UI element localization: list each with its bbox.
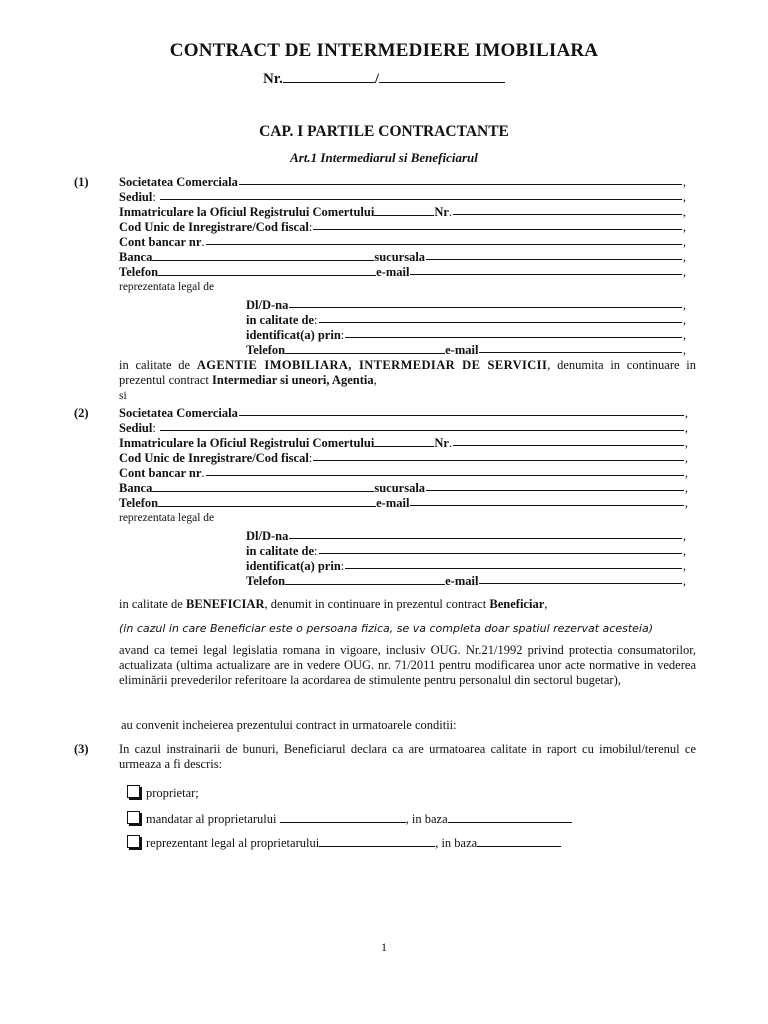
party2-societate-row: Societatea Comerciala , bbox=[119, 406, 688, 420]
agreement-statement: au convenit incheierea prezentului contract in urmatoarele conditii: bbox=[121, 718, 457, 732]
label: Cod Unic de Inregistrare/Cod fiscal bbox=[119, 451, 309, 465]
email-field bbox=[410, 274, 681, 275]
checkbox-mandatar[interactable] bbox=[127, 811, 140, 824]
dl-field bbox=[289, 538, 682, 539]
reprezentant-in-baza-field bbox=[477, 846, 561, 847]
party1-cui-row: Cod Unic de Inregistrare/Cod fiscal : , bbox=[119, 220, 686, 234]
label: Banca bbox=[119, 250, 153, 264]
party1-sediul-row: Sediul : , bbox=[119, 190, 686, 204]
party1-dl-row: Dl/D-na , bbox=[246, 298, 686, 312]
role-bold: Intermediar si uneori, Agentia bbox=[212, 373, 374, 388]
checkbox-proprietar[interactable] bbox=[127, 785, 140, 798]
label: in calitate de bbox=[246, 313, 315, 327]
label: Cont bancar nr bbox=[119, 466, 202, 480]
option-label: proprietar; bbox=[146, 786, 199, 800]
option-label: reprezentant legal al proprietarului bbox=[146, 836, 320, 850]
chapter-heading: CAP. I PARTILE CONTRACTANTE bbox=[259, 123, 509, 140]
party2-telefon-row: Telefon e-mail , bbox=[119, 496, 688, 510]
option-reprezentant bbox=[127, 835, 561, 851]
conjunction-si: si bbox=[119, 390, 127, 402]
dl-field bbox=[289, 307, 682, 308]
role-bold: Beneficiar bbox=[489, 597, 545, 611]
in-baza-label: , in baza bbox=[405, 812, 448, 826]
clause3-text: In cazul instrainarii de bunuri, Beneficiarul declara ca are urmatoarea calitate in raport cu imobilul/terenul ce urmeaza a fi descris: bbox=[119, 742, 696, 772]
sediul-field bbox=[160, 430, 684, 431]
societate-field bbox=[239, 415, 684, 416]
party1-societate-row: Societatea Comerciala , bbox=[119, 175, 686, 189]
option-proprietar bbox=[127, 785, 199, 801]
party2-sediul-row: Sediul : , bbox=[119, 421, 688, 435]
mandatar-field bbox=[280, 822, 406, 823]
label: in calitate de bbox=[246, 544, 315, 558]
contract-number bbox=[0, 71, 768, 88]
label: Nr bbox=[434, 205, 449, 219]
checkbox-reprezentant[interactable] bbox=[127, 835, 140, 848]
societate-field bbox=[239, 184, 682, 185]
nr-field bbox=[453, 445, 684, 446]
reprezentant-field bbox=[319, 846, 435, 847]
party2-number: (2) bbox=[74, 406, 89, 420]
party2-reprezentata: reprezentata legal de bbox=[119, 512, 215, 524]
number-separator: / bbox=[374, 71, 380, 87]
role-text: , denumit in continuare in prezentul contract bbox=[264, 597, 487, 611]
party2-inmatriculare-row: Inmatriculare la Oficiul Registrului Comertului Nr . , bbox=[119, 436, 688, 450]
label: Societatea Comerciala bbox=[119, 175, 238, 189]
party2-note: (in cazul in care Beneficiar este o persoana fizica, se va completa doar spatiul rezervat acesteia) bbox=[119, 622, 654, 635]
label: Telefon bbox=[119, 265, 159, 279]
role-end: , bbox=[544, 597, 548, 611]
party1-representative-block bbox=[246, 298, 686, 358]
inmatriculare-field bbox=[374, 446, 434, 447]
cui-field bbox=[313, 229, 682, 230]
party1-banca-row: Banca sucursala , bbox=[119, 250, 686, 264]
party1-calitate-row: in calitate de : , bbox=[246, 313, 686, 327]
label: identificat(a) prin bbox=[246, 559, 341, 573]
label: Inmatriculare la Oficiul Registrului Comertului bbox=[119, 205, 375, 219]
clause3-number: (3) bbox=[74, 742, 89, 756]
mandatar-in-baza-field bbox=[448, 822, 572, 823]
label: e-mail bbox=[445, 574, 479, 588]
party2-calitate-row: in calitate de : , bbox=[246, 544, 686, 558]
party1-identificat-row: identificat(a) prin : , bbox=[246, 328, 686, 342]
label: Nr bbox=[434, 436, 449, 450]
banca-field bbox=[152, 491, 374, 492]
date-field bbox=[379, 82, 505, 83]
cont-field bbox=[206, 475, 684, 476]
sucursala-field bbox=[426, 490, 684, 491]
party2-cont-row: Cont bancar nr . , bbox=[119, 466, 688, 480]
label: Cod Unic de Inregistrare/Cod fiscal bbox=[119, 220, 309, 234]
option-label: mandatar al proprietarului bbox=[146, 812, 277, 826]
rep-telefon-field bbox=[285, 353, 445, 354]
label: Inmatriculare la Oficiul Registrului Comertului bbox=[119, 436, 375, 450]
party2-dl-row: Dl/D-na , bbox=[246, 529, 686, 543]
calitate-field bbox=[319, 322, 682, 323]
calitate-field bbox=[319, 553, 682, 554]
inmatriculare-field bbox=[374, 215, 434, 216]
party2-identificat-row: identificat(a) prin : , bbox=[246, 559, 686, 573]
party2-rep-telefon-row: Telefon e-mail , bbox=[246, 574, 686, 588]
label: Dl/D-na bbox=[246, 529, 289, 543]
label: e-mail bbox=[445, 343, 479, 357]
identificat-field bbox=[345, 337, 682, 338]
label: sucursala bbox=[374, 481, 426, 495]
number-label: Nr. bbox=[262, 71, 283, 87]
sediul-field bbox=[160, 199, 682, 200]
document-title: CONTRACT DE INTERMEDIERE IMOBILIARA bbox=[169, 40, 599, 61]
rep-email-field bbox=[479, 583, 681, 584]
article-heading: Art.1 Intermediarul si Beneficiarul bbox=[290, 150, 478, 165]
sucursala-field bbox=[426, 259, 682, 260]
party2-company-block bbox=[119, 406, 688, 526]
role-text: , denumita in continuare in prezentul contract bbox=[119, 358, 697, 388]
label: Banca bbox=[119, 481, 153, 495]
banca-field bbox=[152, 260, 374, 261]
party2-cui-row: Cod Unic de Inregistrare/Cod fiscal : , bbox=[119, 451, 688, 465]
email-field bbox=[410, 505, 683, 506]
label: identificat(a) prin bbox=[246, 328, 341, 342]
option-mandatar bbox=[127, 811, 572, 827]
party2-role bbox=[119, 597, 696, 612]
party2-representative-block bbox=[246, 529, 686, 589]
identificat-field bbox=[345, 568, 682, 569]
number-field bbox=[283, 82, 375, 83]
label: Telefon bbox=[246, 343, 286, 357]
party1-inmatriculare-row: Inmatriculare la Oficiul Registrului Comertului Nr . , bbox=[119, 205, 686, 219]
rep-telefon-field bbox=[285, 584, 445, 585]
party1-reprezentata: reprezentata legal de bbox=[119, 281, 215, 293]
role-end: , bbox=[373, 373, 377, 388]
party1-company-block bbox=[119, 175, 686, 295]
cui-field bbox=[313, 460, 684, 461]
label: Sediul bbox=[119, 421, 153, 435]
label: Dl/D-na bbox=[246, 298, 289, 312]
telefon-field bbox=[158, 506, 376, 507]
label: sucursala bbox=[374, 250, 426, 264]
telefon-field bbox=[158, 275, 376, 276]
label: e-mail bbox=[376, 496, 410, 510]
label: Telefon bbox=[119, 496, 159, 510]
role-text: in calitate de bbox=[119, 597, 183, 611]
label: Telefon bbox=[246, 574, 286, 588]
label: Sediul bbox=[119, 190, 153, 204]
party2-banca-row: Banca sucursala , bbox=[119, 481, 688, 495]
role-text: in calitate de bbox=[119, 358, 191, 372]
in-baza-label: , in baza bbox=[435, 836, 478, 850]
party1-rep-telefon-row: Telefon e-mail , bbox=[246, 343, 686, 357]
rep-email-field bbox=[479, 352, 681, 353]
label: Cont bancar nr bbox=[119, 235, 202, 249]
role-bold: BENEFICIAR bbox=[185, 597, 265, 611]
nr-field bbox=[453, 214, 682, 215]
party1-number: (1) bbox=[74, 175, 89, 189]
party1-telefon-row: Telefon e-mail , bbox=[119, 265, 686, 279]
page-number: 1 bbox=[381, 940, 387, 954]
cont-field bbox=[206, 244, 682, 245]
party1-role bbox=[119, 358, 696, 388]
legal-basis-paragraph: avand ca temei legal legislatia romana in vigoare, inclusiv OUG. Nr.21/1992 privind protectia consumatorilor, actualizata (ultima actualizare are in vedere OUG. nr. 71/2011 pentru modificarea unor acte normative in vederea eliminării prevederilor referitoare la acordarea de stimulente pentru personalul din sectorul bugetar), bbox=[119, 643, 696, 688]
label: e-mail bbox=[376, 265, 410, 279]
role-bold: AGENTIE IMOBILIARA, INTERMEDIAR DE SERVICII bbox=[196, 358, 548, 372]
label: Societatea Comerciala bbox=[119, 406, 238, 420]
party1-cont-row: Cont bancar nr . , bbox=[119, 235, 686, 249]
